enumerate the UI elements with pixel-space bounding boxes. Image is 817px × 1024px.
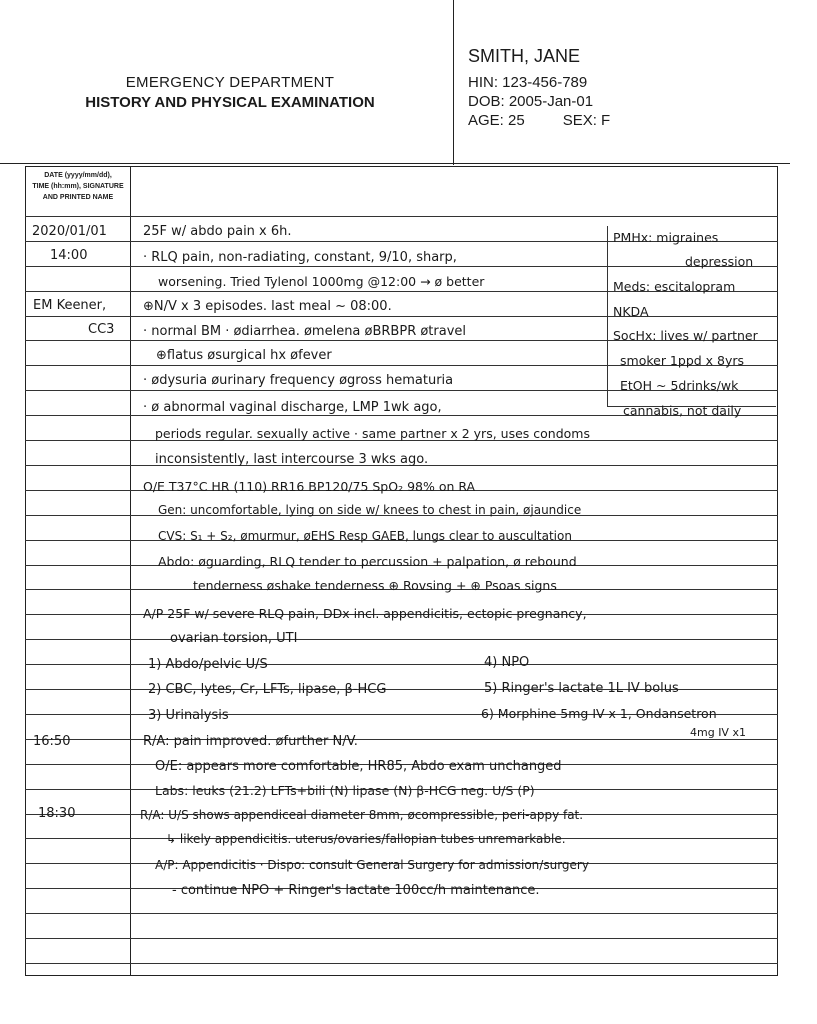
side-note: cannabis, not daily [623, 403, 742, 418]
note-line: R/A: pain improved. øfurther N/V. [143, 734, 358, 749]
patient-age: AGE: 25 [468, 112, 525, 129]
note-line: periods regular. sexually active · same partner x 2 yrs, uses condoms [155, 426, 590, 441]
entry-time-1: 14:00 [50, 248, 88, 263]
column-header [28, 170, 128, 203]
note-line: A/P: Appendicitis · Dispo: consult General Surgery for admission/surgery [155, 858, 589, 872]
note-line: 25F w/ abdo pain x 6h. [143, 224, 292, 239]
side-note: SocHx: lives w/ partner [613, 328, 758, 343]
side-note: PMHx: migraines [613, 230, 719, 245]
note-line: ↳ likely appendicitis. uterus/ovaries/fallopian tubes unremarkable. [166, 832, 566, 846]
side-note: depression [685, 254, 754, 269]
form-header [30, 74, 430, 111]
note-line: ⊕flatus øsurgical hx øfever [156, 348, 332, 363]
ruled-line [25, 216, 778, 217]
note-line: · RLQ pain, non-radiating, constant, 9/10, sharp, [143, 250, 457, 265]
note-line: Labs: leuks (21.2) LFTs+bili (N) lipase (N) β-HCG neg. U/S (P) [155, 783, 535, 798]
ruled-line [25, 639, 778, 640]
column-header-line: AND PRINTED NAME [42, 194, 114, 201]
department-title: EMERGENCY DEPARTMENT [125, 74, 335, 91]
note-line: 1) Abdo/pelvic U/S [148, 657, 268, 672]
note-line: · ø abnormal vaginal discharge, LMP 1wk ago, [143, 400, 442, 415]
ruled-line [25, 913, 778, 914]
note-line: 5) Ringer's lactate 1L IV bolus [484, 681, 679, 696]
note-line: 4) NPO [484, 655, 530, 670]
patient-label [468, 46, 610, 130]
note-line: tenderness øshake tenderness ⊕ Rovsing + ⊕ Psoas signs [193, 578, 557, 593]
note-line: R/A: U/S shows appendiceal diameter 8mm, øcompressible, peri-appy fat. [140, 808, 584, 822]
form-title: HISTORY AND PHYSICAL EXAMINATION [85, 94, 375, 111]
entry-signature: EM Keener, [33, 298, 107, 313]
ruled-line [25, 963, 778, 964]
column-header-line: TIME (hh:mm), SIGNATURE [32, 183, 124, 190]
entry-time-3: 18:30 [38, 806, 76, 821]
note-line: Abdo: øguarding, RLQ tender to percussion + palpation, ø rebound [158, 554, 577, 569]
note-line: CVS: S₁ + S₂, ømurmur, øEHS Resp GAEB, lungs clear to auscultation [158, 529, 572, 543]
side-note: smoker 1ppd x 8yrs [620, 353, 745, 368]
patient-dob: DOB: 2005-Jan-01 [468, 93, 594, 110]
side-note: Meds: escitalopram [613, 279, 736, 294]
entry-date: 2020/01/01 [32, 224, 107, 239]
note-line: O/E: appears more comfortable, HR85, Abdo exam unchanged [155, 759, 562, 774]
note-line: - continue NPO + Ringer's lactate 100cc/h maintenance. [172, 883, 540, 898]
patient-name: SMITH, JANE [468, 46, 581, 66]
note-line: O/E T37°C HR (110) RR16 BP120/75 SpO₂ 98% on RA [143, 479, 476, 494]
note-line: 3) Urinalysis [148, 708, 229, 723]
ruled-line [25, 739, 778, 740]
entry-time-2: 16:50 [33, 734, 71, 749]
note-line: · ødysuria øurinary frequency øgross hematuria [143, 373, 454, 388]
side-note: NKDA [613, 304, 649, 319]
note-line: 6) Morphine 5mg IV x 1, Ondansetron [481, 706, 717, 721]
note-line: · normal BM · ødiarrhea. ømelena øBRBPR øtravel [143, 324, 467, 339]
note-line: 2) CBC, lytes, Cr, LFTs, lipase, β-HCG [148, 682, 387, 697]
column-divider [130, 166, 131, 976]
side-note: EtOH ~ 5drinks/wk [620, 378, 739, 393]
header-divider [453, 0, 454, 165]
patient-sex: SEX: F [562, 112, 611, 129]
note-line: ovarian torsion, UTI [170, 631, 298, 646]
note-line: worsening. Tried Tylenol 1000mg @12:00 → ø better [158, 274, 485, 289]
note-line: 4mg IV x1 [690, 726, 746, 739]
patient-hin: HIN: 123-456-789 [468, 74, 588, 91]
ruled-line [25, 664, 778, 665]
note-line: inconsistently, last intercourse 3 wks ago. [155, 452, 429, 467]
entry-credential: CC3 [88, 322, 115, 337]
header-bottom-rule [0, 163, 790, 164]
column-header-line: DATE (yyyy/mm/dd), [44, 172, 112, 179]
patient-age-sex [468, 111, 610, 130]
ruled-line [25, 938, 778, 939]
note-line: Gen: uncomfortable, lying on side w/ knees to chest in pain, øjaundice [158, 503, 582, 517]
note-line: A/P 25F w/ severe RLQ pain, DDx incl. appendicitis, ectopic pregnancy, [143, 606, 587, 621]
note-line: ⊕N/V x 3 episodes. last meal ~ 08:00. [143, 299, 392, 314]
